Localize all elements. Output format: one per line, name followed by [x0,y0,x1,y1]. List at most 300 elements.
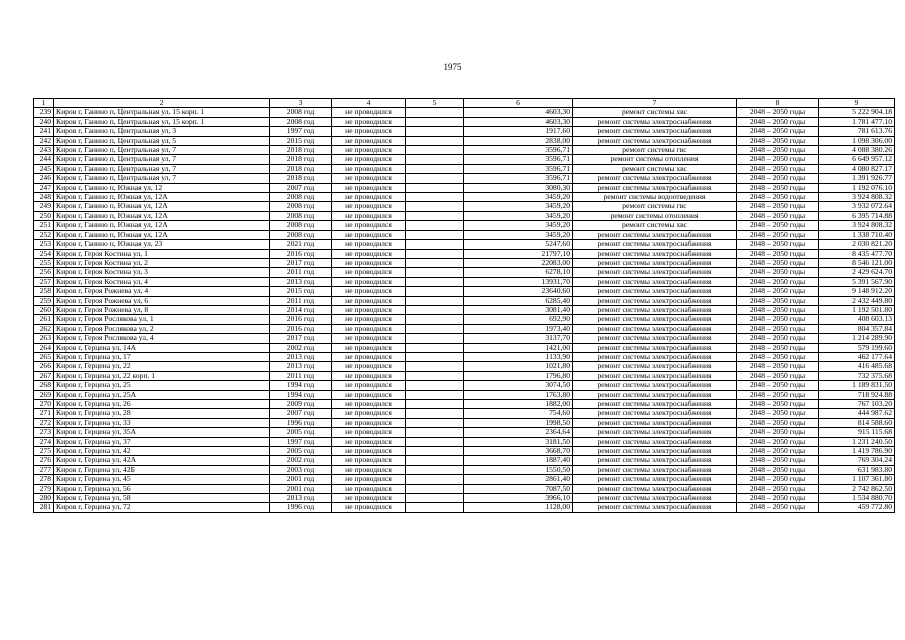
year-cell: 2008 год [270,117,332,126]
row-number: 257 [34,277,54,286]
table-row [34,371,895,380]
status-cell: не проводился [332,390,406,399]
period-cell: 2048 – 2050 годы [737,465,819,474]
address-cell: Киров г, Герцена ул, 26 [54,400,270,409]
address-cell: Киров г, Героя Костина ул, 2 [54,258,270,267]
year-cell: 1997 год [270,127,332,136]
row-number: 258 [34,287,54,296]
table-row [34,390,895,399]
cost-cell: 1 189 831.50 [819,381,895,390]
area-cell: 3080,30 [464,183,573,192]
address-cell: Киров г, Героя Костина ул, 3 [54,268,270,277]
period-cell: 2048 – 2050 годы [737,343,819,352]
address-cell: Киров г, Героя Рослякова ул, 4 [54,334,270,343]
period-cell: 2048 – 2050 годы [737,136,819,145]
area-cell: 1973,40 [464,324,573,333]
period-cell: 2048 – 2050 годы [737,296,819,305]
status-cell: не проводился [332,221,406,230]
cost-cell: 767 103.20 [819,400,895,409]
area-cell: 3459,20 [464,221,573,230]
status-cell: не проводился [332,503,406,512]
row-number: 242 [34,136,54,145]
area-cell: 1421,00 [464,343,573,352]
address-cell: Киров г, Ганино п, Южная ул, 12А [54,211,270,220]
empty-cell [406,475,464,484]
table-row [34,428,895,437]
row-number: 270 [34,400,54,409]
period-cell: 2048 – 2050 годы [737,230,819,239]
row-number: 255 [34,258,54,267]
status-cell: не проводился [332,371,406,380]
year-cell: 2008 год [270,211,332,220]
cost-cell: 631 983.80 [819,465,895,474]
cost-cell: 1 781 477.10 [819,117,895,126]
work-type-cell: ремонт системы гвс [573,146,737,155]
period-cell: 2048 – 2050 годы [737,352,819,361]
row-number: 246 [34,174,54,183]
cost-cell: 4 080 827.17 [819,164,895,173]
year-cell: 2011 год [270,371,332,380]
status-cell: не проводился [332,409,406,418]
work-type-cell: ремонт системы электроснабжения [573,400,737,409]
table-row [34,221,895,230]
cost-cell: 8 435 477.70 [819,249,895,258]
work-type-cell: ремонт системы гвс [573,202,737,211]
row-number: 251 [34,221,54,230]
status-cell: не проводился [332,277,406,286]
column-header: 5 [406,99,464,108]
address-cell: Киров г, Ганино п, Центральная ул, 5 [54,136,270,145]
work-type-cell: ремонт системы электроснабжения [573,447,737,456]
row-number: 274 [34,437,54,446]
row-number: 281 [34,503,54,512]
year-cell: 2009 год [270,400,332,409]
work-type-cell: ремонт системы электроснабжения [573,240,737,249]
area-cell: 7087,50 [464,484,573,493]
address-cell: Киров г, Герцена ул, 37 [54,437,270,446]
cost-cell: 1 098 306.00 [819,136,895,145]
year-cell: 2013 год [270,352,332,361]
work-type-cell: ремонт системы электроснабжения [573,371,737,380]
year-cell: 2007 год [270,183,332,192]
address-cell: Киров г, Герцена ул, 58 [54,494,270,503]
period-cell: 2048 – 2050 годы [737,362,819,371]
area-cell: 1021,80 [464,362,573,371]
cost-cell: 1 338 710.40 [819,230,895,239]
address-cell: Киров г, Герцена ул, 56 [54,484,270,493]
cost-cell: 6 649 957.12 [819,155,895,164]
area-cell: 1998,50 [464,418,573,427]
table-row [34,193,895,202]
empty-cell [406,503,464,512]
year-cell: 2005 год [270,447,332,456]
area-cell: 754,60 [464,409,573,418]
table-row [34,183,895,192]
work-type-cell: ремонт системы хвс [573,221,737,230]
year-cell: 1997 год [270,437,332,446]
table-row [34,117,895,126]
address-cell: Киров г, Ганино п, Южная ул, 12А [54,221,270,230]
area-cell: 3181,50 [464,437,573,446]
table-row [34,127,895,136]
area-cell: 1887,40 [464,456,573,465]
row-number: 239 [34,108,54,117]
year-cell: 2013 год [270,362,332,371]
year-cell: 2018 год [270,164,332,173]
table-row [34,503,895,512]
status-cell: не проводился [332,240,406,249]
work-type-cell: ремонт системы электроснабжения [573,503,737,512]
period-cell: 2048 – 2050 годы [737,409,819,418]
year-cell: 2008 год [270,221,332,230]
empty-cell [406,146,464,155]
period-cell: 2048 – 2050 годы [737,193,819,202]
status-cell: не проводился [332,447,406,456]
cost-cell: 1 192 076.10 [819,183,895,192]
area-cell: 22083,00 [464,258,573,267]
status-cell: не проводился [332,174,406,183]
cost-cell: 462 177.64 [819,352,895,361]
area-cell: 2364,64 [464,428,573,437]
row-number: 249 [34,202,54,211]
empty-cell [406,221,464,230]
address-cell: Киров г, Ганино п, Центральная ул, 15 корп. 1 [54,108,270,117]
year-cell: 2008 год [270,193,332,202]
row-number: 268 [34,381,54,390]
work-type-cell: ремонт системы электроснабжения [573,362,737,371]
row-number: 277 [34,465,54,474]
work-type-cell: ремонт системы электроснабжения [573,287,737,296]
empty-cell [406,193,464,202]
year-cell: 2014 год [270,305,332,314]
work-type-cell: ремонт системы водоотведения [573,193,737,202]
period-cell: 2048 – 2050 годы [737,315,819,324]
year-cell: 2016 год [270,324,332,333]
cost-cell: 814 588.60 [819,418,895,427]
table-row [34,296,895,305]
cost-cell: 2 432 449.80 [819,296,895,305]
table-row [34,249,895,258]
area-cell: 3459,20 [464,211,573,220]
cost-cell: 9 148 912.20 [819,287,895,296]
period-cell: 2048 – 2050 годы [737,202,819,211]
area-cell: 2861,40 [464,475,573,484]
empty-cell [406,381,464,390]
period-cell: 2048 – 2050 годы [737,127,819,136]
column-header: 6 [464,99,573,108]
year-cell: 1996 год [270,503,332,512]
row-number: 263 [34,334,54,343]
table-row [34,494,895,503]
table-row [34,334,895,343]
row-number: 254 [34,249,54,258]
table-row [34,465,895,474]
work-type-cell: ремонт системы электроснабжения [573,117,737,126]
empty-cell [406,400,464,409]
work-type-cell: ремонт системы хвс [573,108,737,117]
table-row [34,211,895,220]
empty-cell [406,418,464,427]
period-cell: 2048 – 2050 годы [737,400,819,409]
row-number: 262 [34,324,54,333]
cost-cell: 769 304.24 [819,456,895,465]
address-cell: Киров г, Герцена ул, 45 [54,475,270,484]
status-cell: не проводился [332,400,406,409]
year-cell: 2005 год [270,428,332,437]
year-cell: 1996 год [270,418,332,427]
row-number: 280 [34,494,54,503]
cost-cell: 5 391 567.90 [819,277,895,286]
year-cell: 2002 год [270,343,332,352]
status-cell: не проводился [332,183,406,192]
row-number: 256 [34,268,54,277]
year-cell: 1994 год [270,390,332,399]
empty-cell [406,334,464,343]
area-cell: 13931,70 [464,277,573,286]
period-cell: 2048 – 2050 годы [737,484,819,493]
address-cell: Киров г, Ганино п, Центральная ул, 7 [54,174,270,183]
address-cell: Киров г, Ганино п, Южная ул, 23 [54,240,270,249]
work-type-cell: ремонт системы электроснабжения [573,418,737,427]
cost-cell: 6 395 714.88 [819,211,895,220]
table-row [34,164,895,173]
period-cell: 2048 – 2050 годы [737,268,819,277]
area-cell: 5247,60 [464,240,573,249]
address-cell: Киров г, Ганино п, Центральная ул, 15 корп. 1 [54,117,270,126]
empty-cell [406,127,464,136]
table-row [34,437,895,446]
empty-cell [406,287,464,296]
address-cell: Киров г, Герцена ул, 72 [54,503,270,512]
status-cell: не проводился [332,127,406,136]
area-cell: 3459,20 [464,230,573,239]
table-row [34,409,895,418]
status-cell: не проводился [332,287,406,296]
area-cell: 4603,30 [464,108,573,117]
status-cell: не проводился [332,296,406,305]
work-type-cell: ремонт системы хвс [573,164,737,173]
row-number: 253 [34,240,54,249]
column-header: 1 [34,99,54,108]
table-row [34,315,895,324]
table-row [34,146,895,155]
cost-cell: 8 546 121.00 [819,258,895,267]
row-number: 264 [34,343,54,352]
period-cell: 2048 – 2050 годы [737,183,819,192]
table-row [34,324,895,333]
cost-cell: 3 924 808.32 [819,193,895,202]
cost-cell: 408 603.13 [819,315,895,324]
page-number: 1975 [443,62,462,72]
empty-cell [406,456,464,465]
empty-cell [406,484,464,493]
cost-cell: 459 772.80 [819,503,895,512]
area-cell: 3668,70 [464,447,573,456]
row-number: 240 [34,117,54,126]
work-type-cell: ремонт системы электроснабжения [573,334,737,343]
table-row [34,287,895,296]
year-cell: 2008 год [270,202,332,211]
cost-cell: 3 924 808.32 [819,221,895,230]
cost-cell: 804 357.84 [819,324,895,333]
address-cell: Киров г, Героя Рожнева ул, 4 [54,287,270,296]
address-cell: Киров г, Ганино п, Южная ул, 12А [54,230,270,239]
empty-cell [406,117,464,126]
address-cell: Киров г, Героя Рожнева ул, 8 [54,305,270,314]
table-row [34,258,895,267]
year-cell: 2001 год [270,475,332,484]
cost-cell: 3 932 072.64 [819,202,895,211]
table-row [34,240,895,249]
address-cell: Киров г, Герцена ул, 22 корп. 1 [54,371,270,380]
cost-cell: 718 924.88 [819,390,895,399]
area-cell: 6278,10 [464,268,573,277]
status-cell: не проводился [332,315,406,324]
table-row [34,475,895,484]
area-cell: 3596,71 [464,155,573,164]
column-header: 9 [819,99,895,108]
status-cell: не проводился [332,230,406,239]
row-number: 272 [34,418,54,427]
area-cell: 3596,71 [464,164,573,173]
year-cell: 2017 год [270,258,332,267]
row-number: 269 [34,390,54,399]
work-type-cell: ремонт системы электроснабжения [573,437,737,446]
work-type-cell: ремонт системы электроснабжения [573,409,737,418]
work-type-cell: ремонт системы электроснабжения [573,127,737,136]
table-row [34,484,895,493]
period-cell: 2048 – 2050 годы [737,258,819,267]
status-cell: не проводился [332,475,406,484]
year-cell: 2016 год [270,315,332,324]
row-number: 265 [34,352,54,361]
work-type-cell: ремонт системы электроснабжения [573,390,737,399]
work-type-cell: ремонт системы электроснабжения [573,428,737,437]
empty-cell [406,296,464,305]
period-cell: 2048 – 2050 годы [737,287,819,296]
period-cell: 2048 – 2050 годы [737,221,819,230]
cost-cell: 2 429 624.70 [819,268,895,277]
period-cell: 2048 – 2050 годы [737,305,819,314]
address-cell: Киров г, Героя Рожнева ул, 6 [54,296,270,305]
period-cell: 2048 – 2050 годы [737,155,819,164]
work-type-cell: ремонт системы электроснабжения [573,494,737,503]
status-cell: не проводился [332,484,406,493]
address-cell: Киров г, Ганино п, Южная ул, 12А [54,193,270,202]
work-type-cell: ремонт системы электроснабжения [573,268,737,277]
year-cell: 2011 год [270,268,332,277]
cost-cell: 732 375.68 [819,371,895,380]
empty-cell [406,268,464,277]
area-cell: 692,90 [464,315,573,324]
status-cell: не проводился [332,465,406,474]
column-header: 2 [54,99,270,108]
work-type-cell: ремонт системы электроснабжения [573,183,737,192]
row-number: 247 [34,183,54,192]
area-cell: 6285,40 [464,296,573,305]
area-cell: 1763,80 [464,390,573,399]
area-cell: 3459,20 [464,193,573,202]
empty-cell [406,324,464,333]
row-number: 266 [34,362,54,371]
row-number: 248 [34,193,54,202]
empty-cell [406,371,464,380]
table-row [34,155,895,164]
status-cell: не проводился [332,146,406,155]
table-row [34,418,895,427]
work-type-cell: ремонт системы отопления [573,155,737,164]
year-cell: 2008 год [270,108,332,117]
period-cell: 2048 – 2050 годы [737,164,819,173]
table-body [34,99,895,513]
cost-cell: 5 222 904.18 [819,108,895,117]
table-row [34,400,895,409]
cost-cell: 1 419 786.90 [819,447,895,456]
address-cell: Киров г, Ганино п, Южная ул, 12А [54,202,270,211]
status-cell: не проводился [332,108,406,117]
empty-cell [406,202,464,211]
empty-cell [406,108,464,117]
year-cell: 2007 год [270,409,332,418]
empty-cell [406,155,464,164]
status-cell: не проводился [332,418,406,427]
empty-cell [406,136,464,145]
empty-cell [406,428,464,437]
work-type-cell: ремонт системы электроснабжения [573,230,737,239]
address-cell: Киров г, Ганино п, Центральная ул, 3 [54,127,270,136]
empty-cell [406,362,464,371]
address-cell: Киров г, Герцена ул, 25А [54,390,270,399]
year-cell: 2018 год [270,155,332,164]
period-cell: 2048 – 2050 годы [737,249,819,258]
year-cell: 2018 год [270,146,332,155]
cost-cell: 781 613.76 [819,127,895,136]
status-cell: не проводился [332,193,406,202]
year-cell: 2003 год [270,465,332,474]
address-cell: Киров г, Ганино п, Центральная ул, 7 [54,164,270,173]
table-row [34,362,895,371]
work-type-cell: ремонт системы электроснабжения [573,305,737,314]
year-cell: 2002 год [270,456,332,465]
empty-cell [406,390,464,399]
status-cell: не проводился [332,494,406,503]
cost-cell: 1 391 926.77 [819,174,895,183]
year-cell: 2018 год [270,174,332,183]
work-type-cell: ремонт системы электроснабжения [573,475,737,484]
area-cell: 1917,60 [464,127,573,136]
empty-cell [406,183,464,192]
work-type-cell: ремонт системы электроснабжения [573,465,737,474]
work-type-cell: ремонт системы отопления [573,211,737,220]
status-cell: не проводился [332,268,406,277]
period-cell: 2048 – 2050 годы [737,418,819,427]
row-number: 273 [34,428,54,437]
work-type-cell: ремонт системы электроснабжения [573,136,737,145]
row-number: 241 [34,127,54,136]
status-cell: не проводился [332,428,406,437]
table-row [34,268,895,277]
row-number: 259 [34,296,54,305]
work-type-cell: ремонт системы электроснабжения [573,174,737,183]
period-cell: 2048 – 2050 годы [737,146,819,155]
row-number: 271 [34,409,54,418]
status-cell: не проводился [332,117,406,126]
row-number: 243 [34,146,54,155]
cost-cell: 2 742 862.50 [819,484,895,493]
address-cell: Киров г, Герцена ул, 22 [54,362,270,371]
table-row [34,381,895,390]
year-cell: 2015 год [270,287,332,296]
